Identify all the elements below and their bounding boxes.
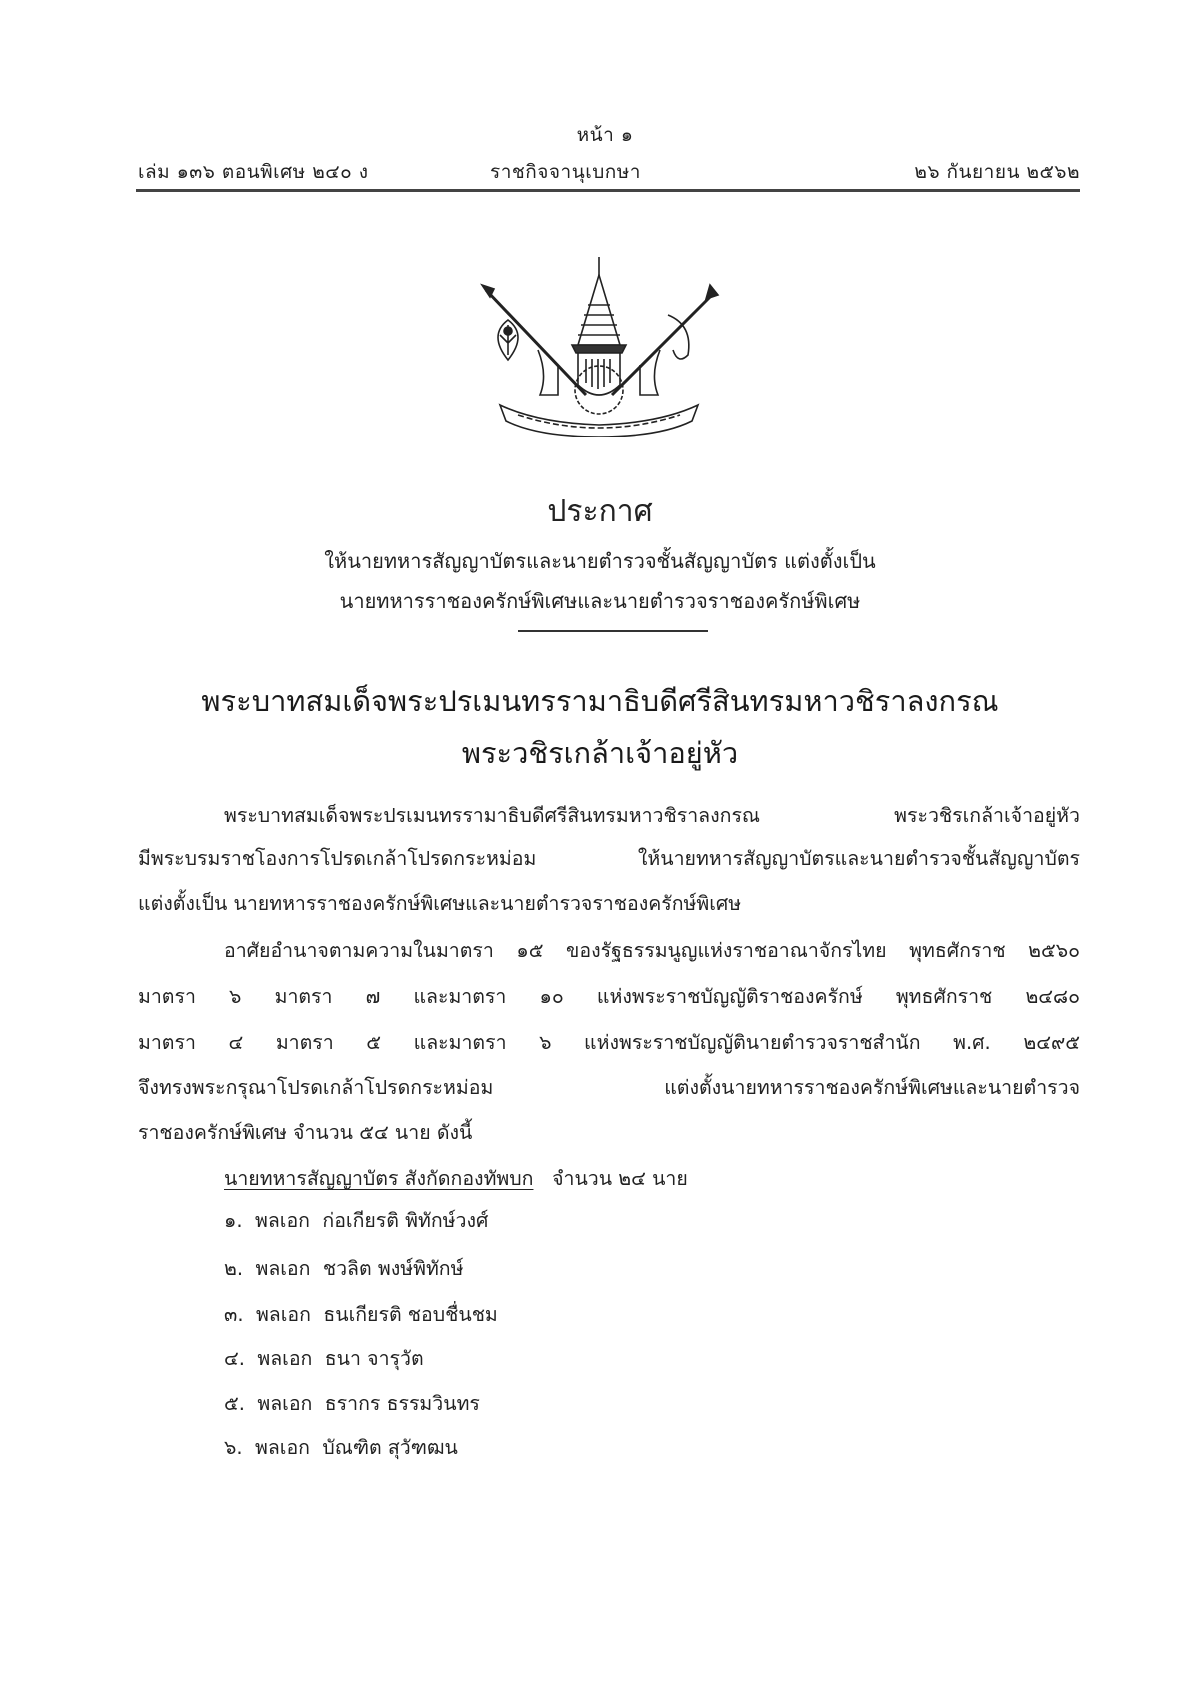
paragraph2-line1: อาศัยอำนาจตามความในมาตรา ๑๕ ของรัฐธรรมนูญแห่งราชอาณาจักรไทย พุทธศักราช ๒๕๖๐: [224, 939, 1080, 962]
list-item-rank: พลเอก: [254, 1209, 310, 1232]
header-divider: [136, 189, 1080, 192]
royal-title-line1: พระบาทสมเด็จพระปรเมนทรรามาธิบดีศรีสินทรมหาวชิราลงกรณ: [201, 684, 999, 718]
announcement-title: ประกาศ: [547, 494, 653, 529]
paragraph2-line2: มาตรา ๖ มาตรา ๗ และมาตรา ๑๐ แห่งพระราชบัญญัติราชองครักษ์ พุทธศักราช ๒๔๘๐: [138, 985, 1080, 1008]
section-heading-count: จำนวน ๒๔ นาย: [552, 1167, 688, 1190]
list-item: [224, 1343, 424, 1374]
list-item-rank: พลเอก: [257, 1392, 313, 1415]
section-heading: [224, 1163, 688, 1194]
list-item-number: ๑.: [224, 1209, 243, 1232]
list-item-name: ธรากร ธรรมวินทร: [324, 1392, 480, 1415]
list-item: [224, 1388, 480, 1419]
paragraph2-line3: มาตรา ๔ มาตรา ๕ และมาตรา ๖ แห่งพระราชบัญญัตินายตำรวจราชสำนัก พ.ศ. ๒๔๙๕: [138, 1031, 1080, 1054]
publication-date: ๒๖ กันยายน ๒๕๖๒: [914, 161, 1080, 183]
list-item: [224, 1205, 488, 1236]
list-item-name: ก่อเกียรติ พิทักษ์วงศ์: [322, 1209, 489, 1232]
royal-emblem-icon: [478, 255, 720, 437]
paragraph1-line1: พระบาทสมเด็จพระปรเมนทรรามาธิบดีศรีสินทรมหาวชิราลงกรณ พระวชิรเกล้าเจ้าอยู่หัว: [224, 804, 1080, 827]
list-item-rank: พลเอก: [254, 1436, 310, 1459]
list-item-number: ๓.: [224, 1303, 244, 1326]
volume-issue: เล่ม ๑๓๖ ตอนพิเศษ ๒๔๐ ง: [138, 161, 369, 183]
paragraph2-line4: จึงทรงพระกรุณาโปรดเกล้าโปรดกระหม่อม แต่งตั้งนายทหารราชองครักษ์พิเศษและนายตำรวจ: [138, 1076, 1080, 1099]
list-item-rank: พลเอก: [255, 1257, 311, 1280]
list-item-number: ๔.: [224, 1347, 245, 1370]
paragraph1-line2: มีพระบรมราชโองการโปรดเกล้าโปรดกระหม่อม ให้นายทหารสัญญาบัตรและนายตำรวจชั้นสัญญาบัตร: [138, 847, 1080, 870]
list-item: [224, 1432, 458, 1463]
list-item-number: ๕.: [224, 1392, 245, 1415]
title-divider: [518, 630, 708, 632]
list-item-name: บัณฑิต สุวัฑฒน: [322, 1436, 458, 1459]
list-item-rank: พลเอก: [255, 1303, 311, 1326]
list-item-name: ชวลิต พงษ์พิทักษ์: [322, 1257, 464, 1280]
paragraph1-line3: แต่งตั้งเป็น นายทหารราชองครักษ์พิเศษและนายตำรวจราชองครักษ์พิเศษ: [138, 892, 742, 915]
list-item: [224, 1253, 463, 1284]
announcement-subtitle-line1: ให้นายทหารสัญญาบัตรและนายตำรวจชั้นสัญญาบัตร แต่งตั้งเป็น: [324, 549, 876, 573]
list-item-number: ๒.: [224, 1257, 244, 1280]
publication-name: ราชกิจจานุเบกษา: [490, 161, 641, 183]
list-item: [224, 1299, 498, 1330]
list-item-name: ธนเกียรติ ชอบชื่นชม: [323, 1303, 498, 1326]
paragraph2-line5: ราชองครักษ์พิเศษ จำนวน ๕๔ นาย ดังนี้: [138, 1121, 473, 1144]
page-number: หน้า ๑: [576, 124, 634, 146]
list-item-name: ธนา จารุวัต: [324, 1347, 424, 1370]
list-item-rank: พลเอก: [257, 1347, 313, 1370]
section-heading-unit: นายทหารสัญญาบัตร สังกัดกองทัพบก: [224, 1167, 534, 1190]
announcement-subtitle-line2: นายทหารราชองครักษ์พิเศษและนายตำรวจราชองครักษ์พิเศษ: [339, 589, 861, 613]
gazette-header: [138, 157, 1080, 185]
royal-title-line2: พระวชิรเกล้าเจ้าอยู่หัว: [461, 736, 739, 770]
list-item-number: ๖.: [224, 1436, 243, 1459]
